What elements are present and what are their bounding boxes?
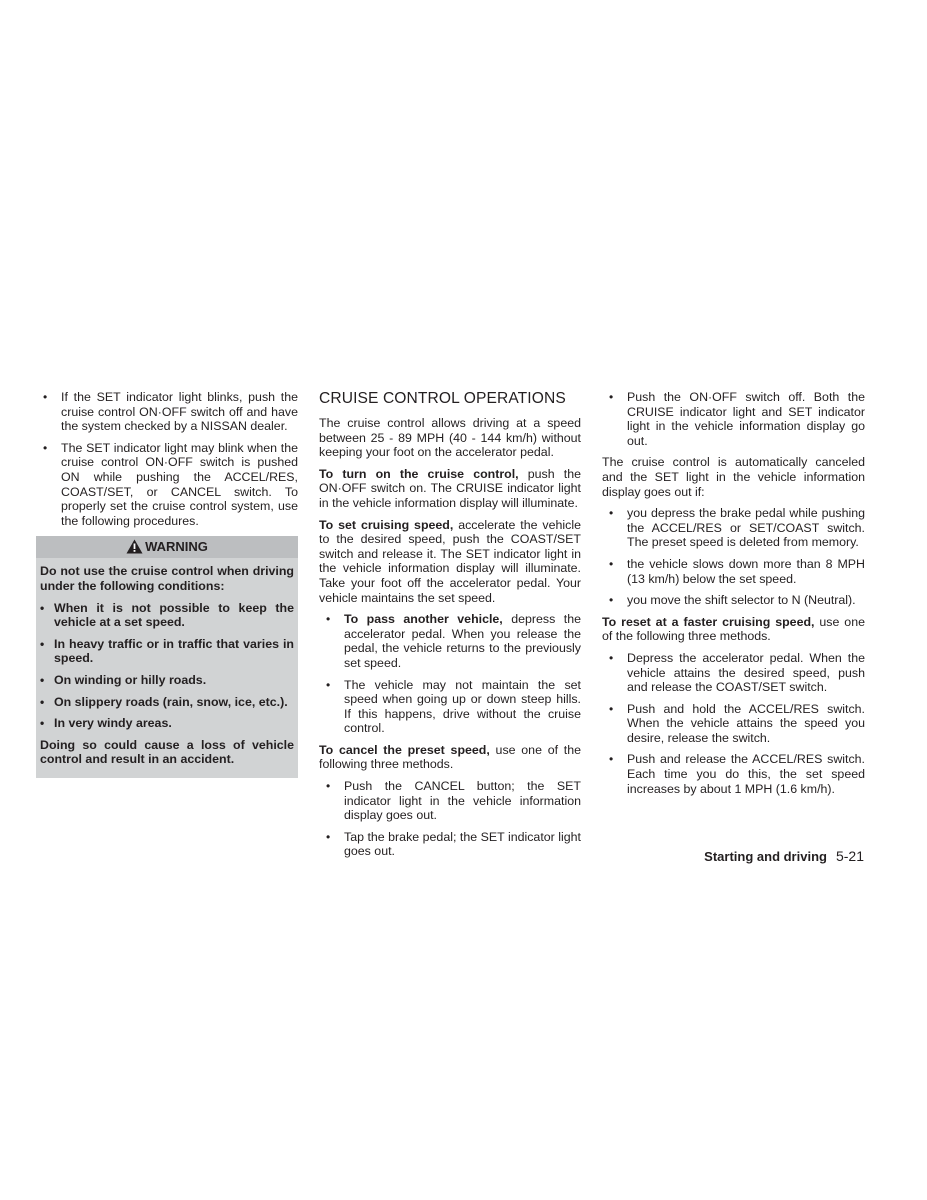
warning-box xyxy=(36,536,298,778)
list-item: • Depress the accelerator pedal. When the vehicle attains the desired speed, push and release the COAST/SET switch. xyxy=(609,650,865,695)
bullet-icon: • xyxy=(40,600,45,615)
list-item: • On winding or hilly roads. xyxy=(40,672,207,687)
section-heading: CRUISE CONTROL OPERATIONS xyxy=(319,390,566,407)
column-right xyxy=(602,390,865,803)
bullet-icon: • xyxy=(609,650,614,665)
bullet-icon: • xyxy=(40,672,45,687)
set-speed-paragraph: To set cruising speed, accelerate the vehicle to the desired speed, push the COAST/SET switch and release it. The SET indicator light in the vehicle information display will illuminate. Take your foot off the accelerator pedal. Your vehicle maintains the set speed. xyxy=(319,517,582,605)
list-item: • In heavy traffic or in traffic that varies in speed. xyxy=(40,636,294,666)
auto-cancel-list xyxy=(602,506,865,608)
turn-on-paragraph: To turn on the cruise control, push the ON·OFF switch on. The CRUISE indicator light in the vehicle information display will illuminate. xyxy=(319,466,581,510)
list-item: • Push the CANCEL button; the SET indicator light in the vehicle information display goes out. xyxy=(326,779,581,823)
bullet-icon: • xyxy=(326,612,331,627)
warning-outro: Doing so could cause a loss of vehicle control and result in an accident. xyxy=(40,737,294,767)
list-item: • In very windy areas. xyxy=(40,716,172,731)
list-item: • you move the shift selector to N (Neutral). xyxy=(609,593,856,608)
cancel-paragraph: To cancel the preset speed, use one of the following three methods. xyxy=(319,742,582,772)
list-item: • To pass another vehicle, depress the accelerator pedal. When you release the pedal, the vehicle returns to the previously set speed. xyxy=(326,612,581,670)
bullet-icon: • xyxy=(609,752,614,767)
column-left xyxy=(36,390,298,778)
list-item: • The SET indicator light may blink when the cruise control ON·OFF switch is pushed ON while pushing the ACCEL/RES, COAST/SET, or CANCEL switch. To properly set the cruise control system, use the following procedures. xyxy=(43,440,298,528)
bullet-icon: • xyxy=(40,694,45,709)
list-item: • On slippery roads (rain, snow, ice, etc.). xyxy=(40,694,288,709)
bullet-icon: • xyxy=(326,779,331,794)
bullet-icon: • xyxy=(609,556,614,571)
bullet-icon: • xyxy=(609,701,614,716)
list-item: • the vehicle slows down more than 8 MPH (13 km/h) below the set speed. xyxy=(609,556,865,586)
page-footer xyxy=(704,849,864,865)
list-item: • If the SET indicator light blinks, push the cruise control ON·OFF switch off and have the system checked by a NISSAN dealer. xyxy=(43,390,298,434)
bullet-icon: • xyxy=(609,506,614,521)
bullet-icon: • xyxy=(40,636,45,651)
column-middle xyxy=(319,390,581,866)
bullet-icon: • xyxy=(43,440,48,455)
warning-title: WARNING xyxy=(145,539,208,555)
cancel-methods-list xyxy=(319,779,581,859)
blink-notes-list xyxy=(36,390,298,528)
warning-header xyxy=(36,536,298,558)
cancel-methods-continued-list xyxy=(602,390,865,448)
intro-paragraph: The cruise control allows driving at a speed between 25 - 89 MPH (40 - 144 km/h) without keeping your foot on the accelerator pedal. xyxy=(319,416,581,460)
bullet-icon: • xyxy=(40,716,45,731)
list-item: • The vehicle may not maintain the set speed when going up or down steep hills. If this happens, drive without the cruise control. xyxy=(326,677,581,736)
set-speed-notes-list xyxy=(319,612,581,736)
list-item: • Push and hold the ACCEL/RES switch. When the vehicle attains the speed you desire, release the switch. xyxy=(609,701,865,745)
warning-intro: Do not use the cruise control when driving under the following conditions: xyxy=(40,564,294,593)
list-item: • Push the ON·OFF switch off. Both the CRUISE indicator light and SET indicator light in the vehicle information display go out. xyxy=(609,390,865,448)
bullet-icon: • xyxy=(43,390,48,404)
page-number: 5-21 xyxy=(835,848,864,864)
reset-methods-list xyxy=(602,651,865,796)
list-item: • Tap the brake pedal; the SET indicator light goes out. xyxy=(326,829,581,859)
bullet-icon: • xyxy=(326,677,331,692)
list-item: • When it is not possible to keep the vehicle at a set speed. xyxy=(40,600,294,630)
list-item: • Push and release the ACCEL/RES switch. Each time you do this, the set speed increases by about 1 MPH (1.6 km/h). xyxy=(609,752,865,796)
bullet-icon: • xyxy=(609,593,614,608)
bullet-icon: • xyxy=(326,829,331,844)
section-name: Starting and driving xyxy=(704,849,827,864)
auto-cancel-paragraph: The cruise control is automatically canceled and the SET light in the vehicle information display goes out if: xyxy=(602,455,865,499)
list-item: • you depress the brake pedal while pushing the ACCEL/RES or SET/COAST switch. The preset speed is deleted from memory. xyxy=(609,506,865,550)
warning-triangle-icon xyxy=(126,539,143,554)
bullet-icon: • xyxy=(609,390,614,404)
warning-conditions-list xyxy=(36,601,298,731)
reset-paragraph: To reset at a faster cruising speed, use one of the following three methods. xyxy=(602,614,865,644)
